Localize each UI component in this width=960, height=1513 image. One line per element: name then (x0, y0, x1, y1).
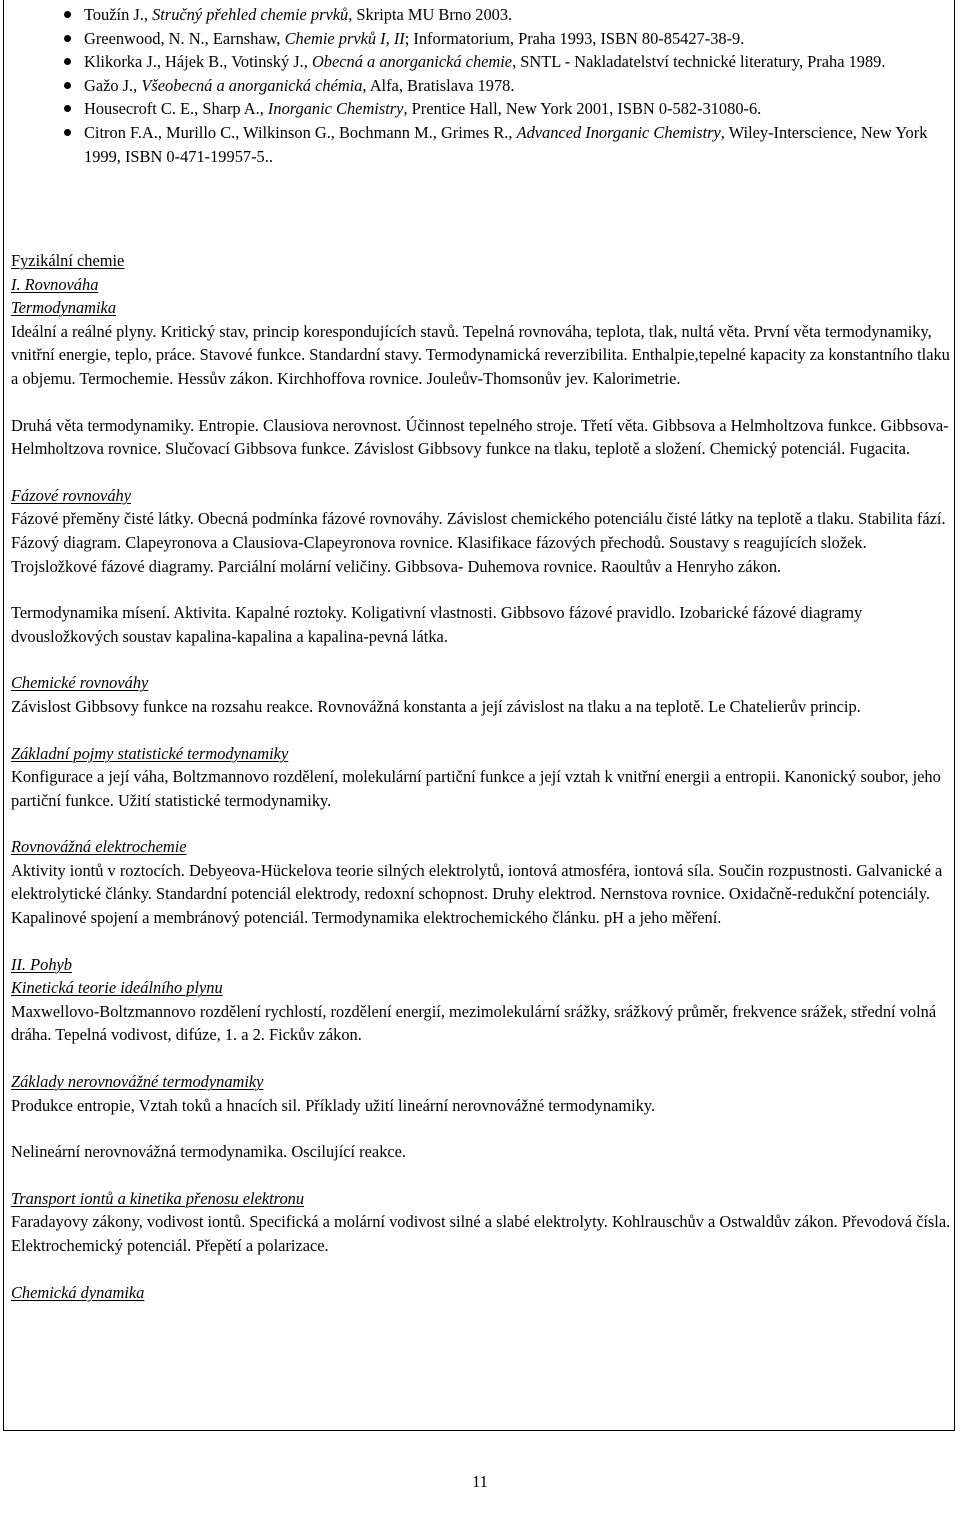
page-frame (3, 0, 955, 1431)
topic-paragraph: Aktivity iontů v roztocích. Debyeova-Hückelova teorie silných elektrolytů, iontová atmosféra, iontová síla. Součin rozpustnosti. Galvanické a elektrolytické články. Standardní potenciál elektrody, redoxní schopnost. Druhy elektrod. Nernstova rovnice. Oxidačně-redukční potenciály. Kapalinové spojení a membránový potenciál. Termodynamika elektrochemického článku. pH a jeho měření. (11, 860, 943, 928)
topic-heading: Termodynamika (11, 298, 117, 318)
topic-paragraph: Ideální a reálné plyny. Kritický stav, princip korespondujících stavů. Tepelná rovnováha, teplota, tlak, nultá věta. První věta termodynamiky, vnitřní energie, teplo, práce. Stavové funkce. Standardní stavy. Termodynamická reverzibilita. Enthalpie,tepelné kapacity za konstantního tlaku a objemu. Termochemie. Hessův zákon. Kirchhoffova rovnice. Jouleův-Thomsonův jev. Kalorimetrie. (11, 321, 950, 388)
syllabus-content (11, 249, 951, 1304)
topic-paragraph: Faradayovy zákony, vodivost iontů. Specifická a molární vodivost silné a slabé elektrolyty. Kohlrauschův a Ostwaldův zákon. Převodová čísla. Elektrochemický potenciál. Přepětí a polarizace. (11, 1212, 951, 1255)
topic-paragraph: Fázové přeměny čisté látky. Obecná podmínka fázové rovnováhy. Závislost chemického potenciálu čisté látky na teplotě a tlaku. Stabilita fází. Fázový diagram. Clapeyronova a Clausiova-Clapeyronova rovnice. Klasifikace fázových přechodů. Soustavy s reagujících složek. Trojsložkové fázové diagramy. Parciální molární veličiny. Gibbsova- Duhemova rovnice. Raoultův a Henryho zákon. (11, 509, 946, 576)
topic-heading: Základní pojmy statistické termodynamiky (11, 743, 289, 763)
topic-heading: Fázové rovnováhy (11, 485, 132, 505)
part-title: I. Rovnováha (11, 274, 99, 294)
topic-paragraph: Konfigurace a její váha, Boltzmannovo rozdělení, molekulární partiční funkce a její vztah k vnitřní energii a entropii. Kanonický soubor, jeho partiční funkce. Užití statistické termodynamiky. (11, 767, 941, 810)
bullet-icon (64, 35, 71, 42)
reference-item: Greenwood, N. N., Earnshaw, Chemie prvků I, II; Informatorium, Praha 1993, ISBN 80-85427-38-9. (4, 27, 952, 51)
reference-item: Gažo J., Všeobecná a anorganická chémia, Alfa, Bratislava 1978. (4, 74, 952, 98)
bullet-icon (64, 58, 71, 65)
topic-paragraph: Závislost Gibbsovy funkce na rozsahu reakce. Rovnovážná konstanta a její závislost na tlaku a na teplotě. Le Chatelierův princip. (11, 696, 861, 716)
topic-heading: Základy nerovnovážné termodynamiky (11, 1072, 264, 1092)
topic-heading: Chemická dynamika (11, 1282, 145, 1302)
reference-item: Housecroft C. E., Sharp A., Inorganic Chemistry, Prentice Hall, New York 2001, ISBN 0-582-31080-6. (4, 97, 952, 121)
topic-paragraph: Druhá věta termodynamiky. Entropie. Clausiova nerovnost. Účinnost tepelného stroje. Třetí věta. Gibbsova a Helmholtzova funkce. Gibbsova-Helmholtzova rovnice. Slučovací Gibbsova funkce. Závislost Gibbsovy funkce na tlaku, teplotě a složení. Chemický potenciál. Fugacita. (11, 415, 949, 459)
topic-heading: Chemické rovnováhy (11, 673, 149, 693)
reference-item: Toužín J., Stručný přehled chemie prvků, Skripta MU Brno 2003. (4, 3, 952, 27)
reference-item: Citron F.A., Murillo C., Wilkinson G., Bochmann M., Grimes R., Advanced Inorganic Chemistry, Wiley-Interscience, New York 1999, ISBN 0-471-19957-5.. (4, 121, 952, 168)
page-number: 11 (472, 1472, 488, 1491)
topic-paragraph: Maxwellovo-Boltzmannovo rozdělení rychlostí, rozdělení energií, mezimolekulární srážky, srážkový průměr, frekvence srážek, střední volná dráha. Tepelná vodivost, difúze, 1. a 2. Fickův zákon. (11, 1001, 937, 1045)
bullet-icon (64, 82, 71, 89)
topic-paragraph: Produkce entropie, Vztah toků a hnacích sil. Příklady užití lineární nerovnovážné termodynamiky. (11, 1095, 656, 1115)
bullet-icon (64, 129, 71, 136)
topic-heading: Kinetická teorie ideálního plynu (11, 978, 223, 998)
topic-heading: Rovnovážná elektrochemie (11, 837, 187, 857)
reference-item: Klikorka J., Hájek B., Votinský J., Obecná a anorganická chemie, SNTL - Nakladatelství technické literatury, Praha 1989. (4, 50, 952, 74)
topic-heading: Transport iontů a kinetika přenosu elektronu (11, 1188, 305, 1208)
bullet-icon (64, 105, 71, 112)
topic-paragraph: Nelineární nerovnovážná termodynamika. Oscilující reakce. (11, 1142, 407, 1162)
section-title: Fyzikální chemie (11, 251, 125, 270)
reference-list (4, 3, 952, 168)
bullet-icon (64, 11, 71, 18)
part-title: II. Pohyb (11, 954, 72, 974)
topic-paragraph: Termodynamika mísení. Aktivita. Kapalné roztoky. Koligativní vlastnosti. Gibbsovo fázové pravidlo. Izobarické fázové diagramy dvousložkových soustav kapalina-kapalina a kapalina-pevná látka. (11, 603, 863, 646)
